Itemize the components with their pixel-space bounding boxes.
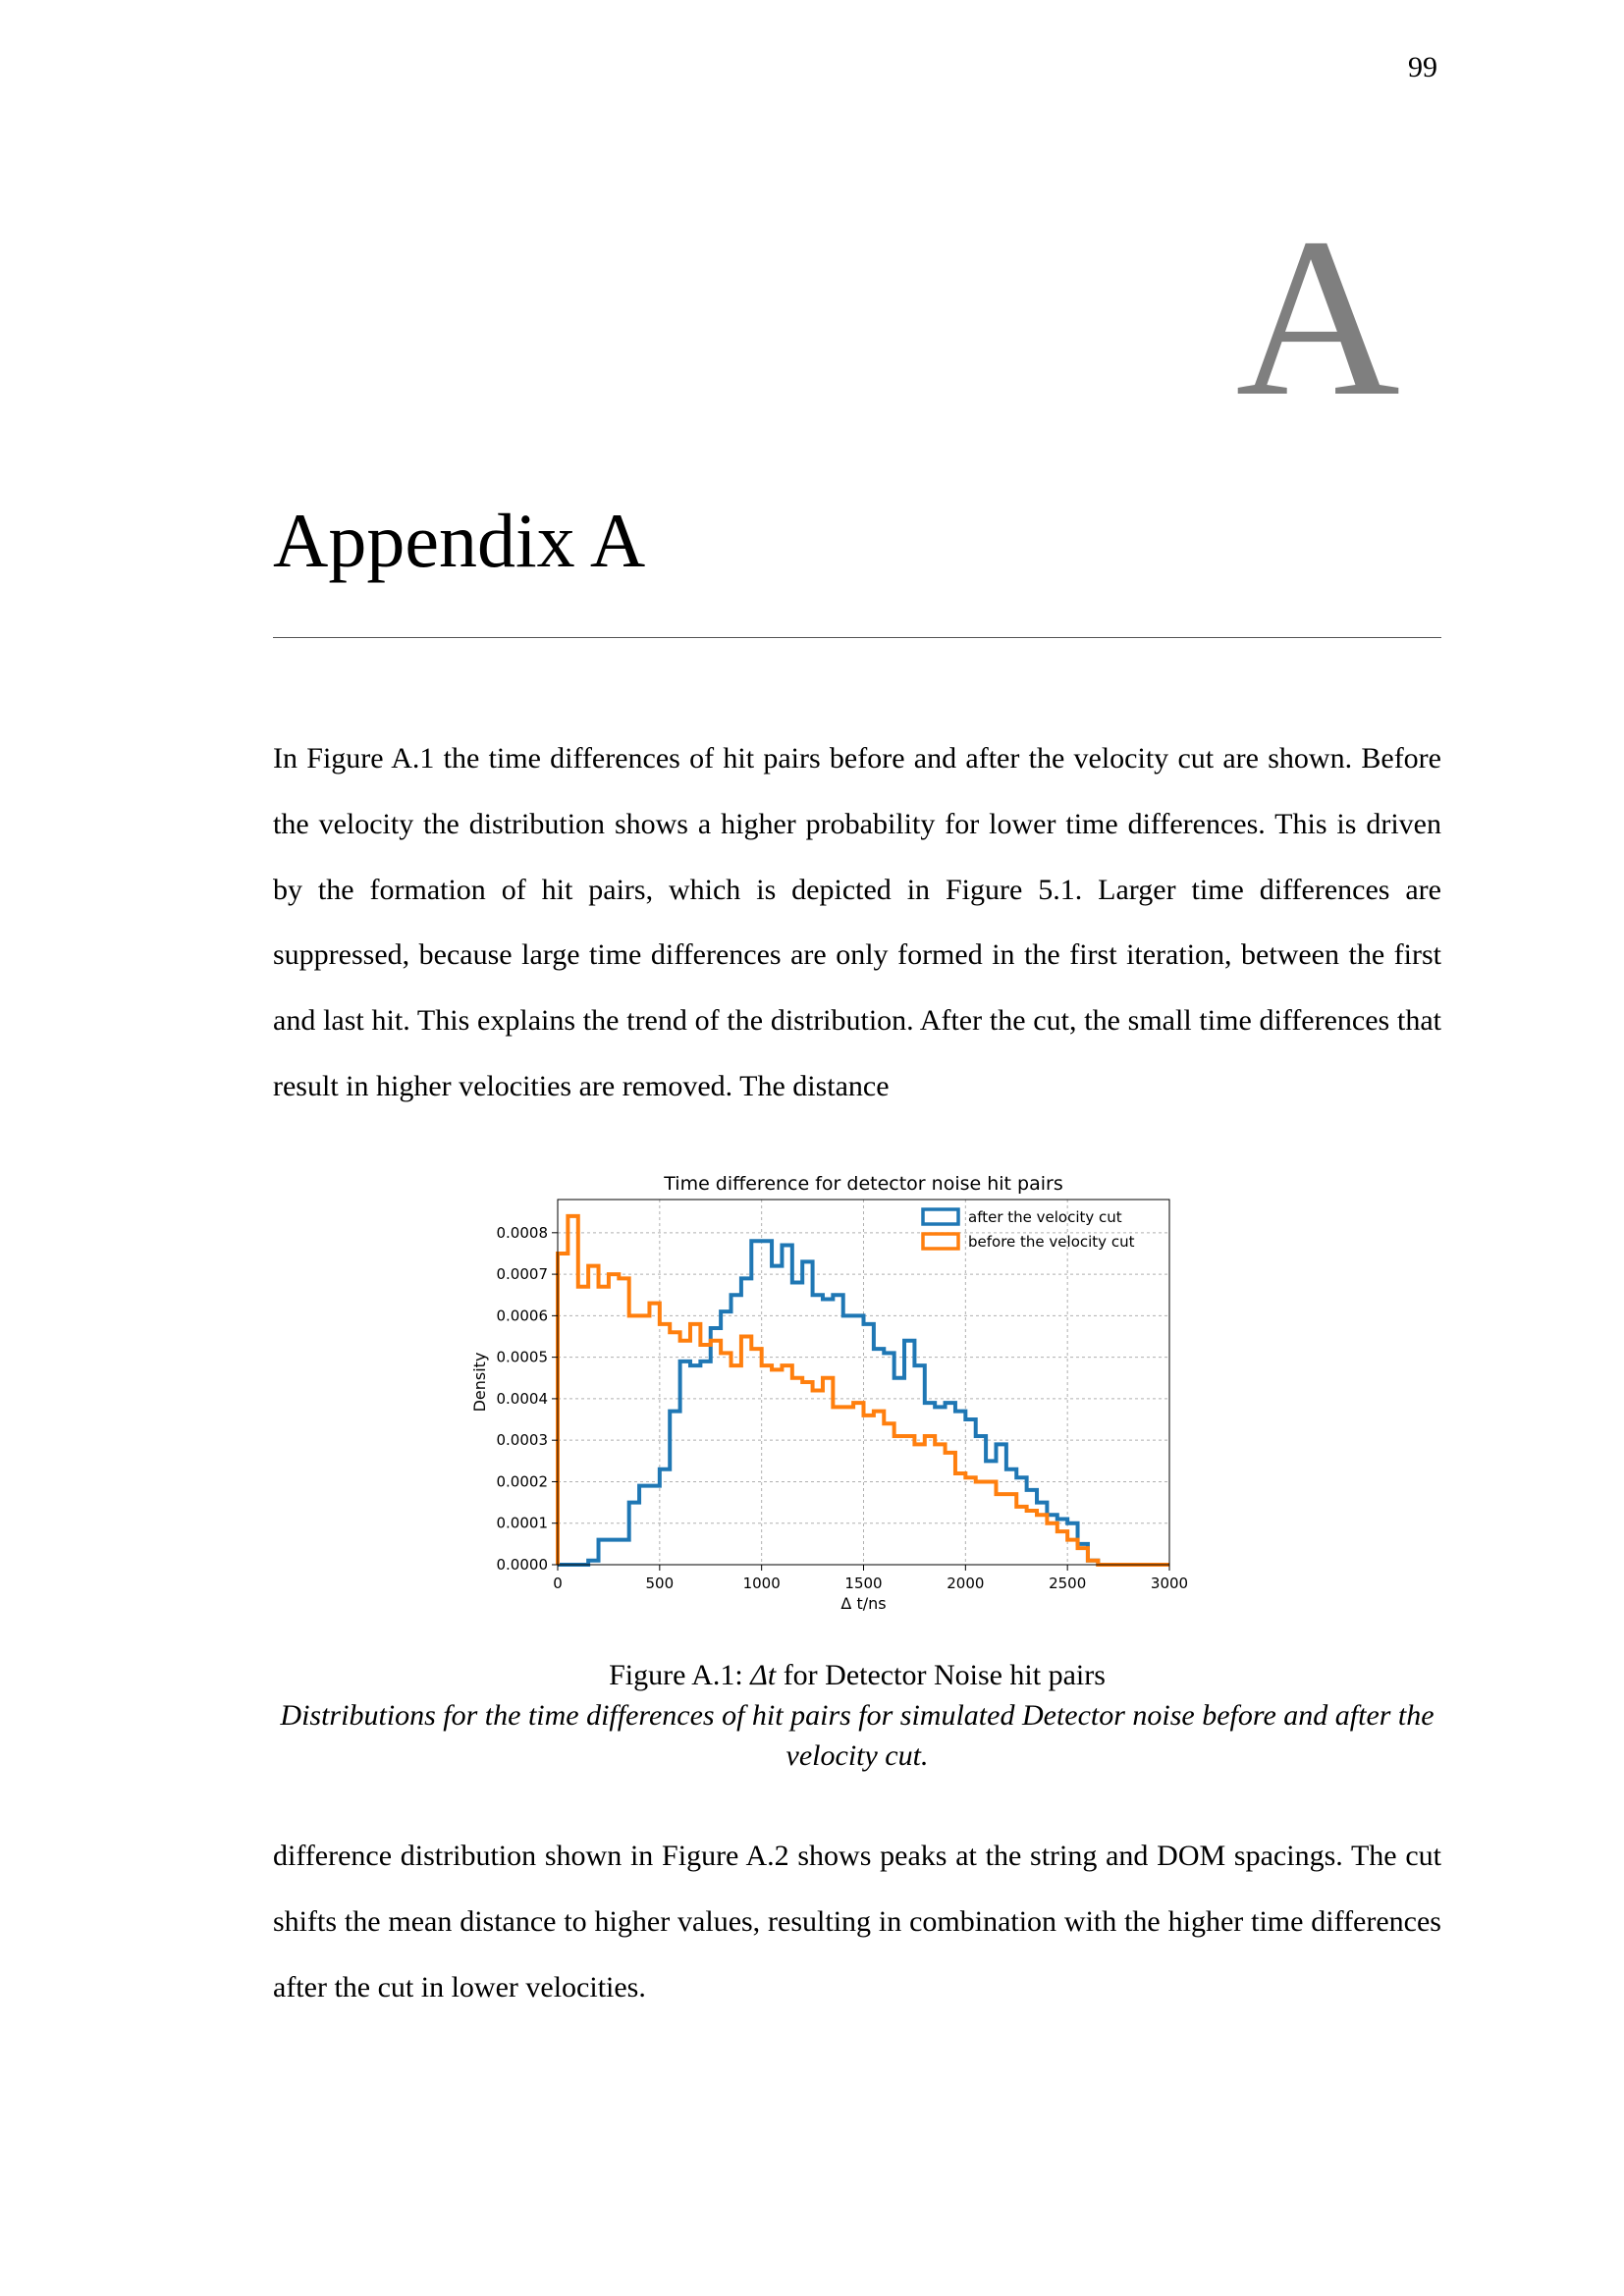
chapter-letter: A xyxy=(1235,191,1400,444)
caption-label: Figure A.1: xyxy=(609,1659,743,1691)
legend-swatch xyxy=(923,1209,958,1224)
y-tick-label: 0.0004 xyxy=(496,1389,548,1408)
paragraph-continued: difference distribution shown in Figure A.2 shows peaks at the string and DOM spacings. The cut shifts the mean distance to higher values, resulting in combination with the higher time differences after the cut in lower velocities. xyxy=(273,1840,1441,2003)
legend xyxy=(923,1208,1135,1251)
x-tick-label: 500 xyxy=(645,1575,675,1592)
legend-label: before the velocity cut xyxy=(968,1233,1135,1251)
x-tick-label: 2000 xyxy=(947,1575,985,1592)
chapter-title: Appendix A xyxy=(273,498,646,583)
page-number: 99 xyxy=(1408,51,1437,83)
y-tick-label: 0.0008 xyxy=(496,1223,548,1242)
histogram-chart xyxy=(460,1164,1206,1618)
x-tick-label: 0 xyxy=(553,1575,563,1592)
y-tick-label: 0.0007 xyxy=(496,1265,548,1284)
caption-symbol: Δt xyxy=(750,1659,777,1691)
y-tick-label: 0.0006 xyxy=(496,1307,548,1325)
x-tick-label: 1500 xyxy=(844,1575,883,1592)
y-tick-label: 0.0005 xyxy=(496,1348,548,1366)
x-axis-label: Δ t/ns xyxy=(840,1594,887,1613)
y-tick-label: 0.0000 xyxy=(496,1556,548,1574)
caption-title xyxy=(273,1655,1441,1695)
grid xyxy=(558,1200,1169,1565)
x-tick-label: 1000 xyxy=(742,1575,781,1592)
figure-a1 xyxy=(460,1164,1206,1618)
x-tick-label: 3000 xyxy=(1150,1575,1189,1592)
title-rule xyxy=(273,637,1441,638)
caption-description: Distributions for the time differences of hit pairs for simulated Detector noise before and after the velocity cut. xyxy=(280,1699,1435,1772)
caption-title-text: for Detector Noise hit pairs xyxy=(783,1659,1106,1691)
y-axis-label: Density xyxy=(470,1352,489,1413)
y-tick-label: 0.0003 xyxy=(496,1431,548,1450)
chart-title: Time difference for detector noise hit pairs xyxy=(664,1173,1063,1195)
paragraph-intro: In Figure A.1 the time differences of hit pairs before and after the velocity cut are shown. Before the velocity the distribution shows a higher probability for lower time differences. This is driven by the formation of hit pairs, which is depicted in Figure 5.1. Larger time differences are suppressed, because large time differences are only formed in the first iteration, between the first and last hit. This explains the trend of the distribution. After the cut, the small time differences that result in higher velocities are removed. The distance xyxy=(273,742,1441,1102)
x-tick-label: 2500 xyxy=(1049,1575,1087,1592)
figure-caption xyxy=(273,1655,1441,1776)
legend-swatch xyxy=(923,1234,958,1249)
legend-label: after the velocity cut xyxy=(968,1208,1122,1226)
y-tick-label: 0.0001 xyxy=(496,1514,548,1532)
y-tick-label: 0.0002 xyxy=(496,1472,548,1491)
